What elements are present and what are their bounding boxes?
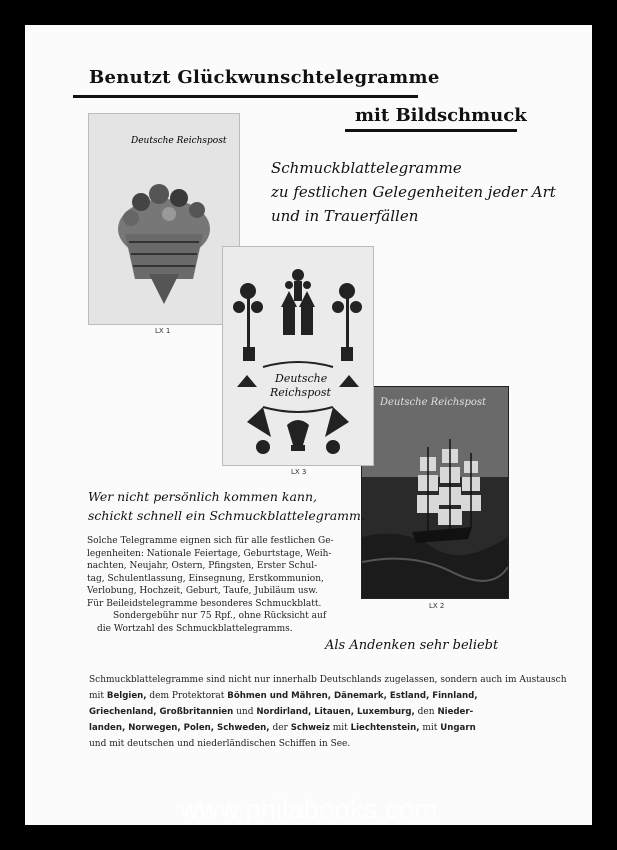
heading-rule-1 bbox=[73, 95, 418, 98]
slogan bbox=[88, 487, 365, 525]
country-schweiz: Schweiz bbox=[290, 723, 330, 733]
stamp-lx1-label: Deutsche Reichspost bbox=[131, 136, 227, 146]
souvenir-heading: Als Andenken sehr beliebt bbox=[325, 638, 499, 653]
country-belgien: Belgien, bbox=[106, 691, 147, 701]
heading-rule-2 bbox=[345, 129, 517, 132]
body-line: Für Beileidstelegramme besonderes Schmuckblatt. bbox=[87, 598, 322, 609]
countries-line-4: landen, Norwegen, Polen, Schweden, der Schweiz mit Liechtenstein, mit Ungarn bbox=[89, 723, 476, 733]
folk-art-illustration bbox=[223, 247, 373, 465]
fee-line-1: Sondergebühr nur 75 Rpf., ohne Rücksicht auf bbox=[113, 611, 327, 621]
subtitle-line-2: zu festlichen Gelegenheiten jeder Art bbox=[271, 183, 556, 201]
heading-line-2: mit Bildschmuck bbox=[355, 105, 527, 126]
stamp-lx2-caption: LX 2 bbox=[429, 602, 445, 610]
stamp-lx3-label-1: Deutsche bbox=[275, 372, 328, 385]
country-niederlanden-1: Nieder- bbox=[437, 707, 474, 717]
body-line: Verlobung, Hochzeit, Geburt, Taufe, Jubiläum usw. bbox=[87, 586, 318, 596]
document-page bbox=[25, 25, 592, 825]
countries-paragraph bbox=[89, 672, 567, 752]
country-liechtenstein: Liechtenstein, bbox=[350, 723, 420, 733]
subtitle bbox=[271, 156, 556, 228]
stamp-lx3-label-2: Reichspost bbox=[270, 386, 331, 399]
body-line: Solche Telegramme eignen sich für alle festlichen Ge- bbox=[87, 536, 334, 546]
subtitle-line-1: Schmuckblattelegramme bbox=[271, 159, 462, 177]
countries-line-2: mit Belgien, dem Protektorat Böhmen und Mähren, Dänemark, Estland, Finnland, bbox=[89, 691, 478, 701]
slogan-line-2: schickt schnell ein Schmuckblattelegramm. bbox=[88, 508, 365, 523]
body-line: legenheiten: Nationale Feiertage, Geburtstage, Weih- bbox=[87, 548, 332, 559]
subtitle-line-3: und in Trauerfällen bbox=[271, 207, 419, 225]
fee-line-2: die Wortzahl des Schmuckblattelegramms. bbox=[97, 623, 293, 634]
country-ungarn: Ungarn bbox=[440, 723, 476, 733]
country-nordirland: Nordirland, Litauen, Luxemburg, bbox=[256, 707, 415, 717]
watermark-text: www.philabooks.com bbox=[179, 794, 438, 824]
stamp-lx3-caption: LX 3 bbox=[291, 468, 307, 476]
slogan-line-1: Wer nicht persönlich kommen kann, bbox=[88, 489, 317, 504]
country-griechenland: Griechenland, Großbritannien bbox=[89, 707, 234, 717]
country-niederlanden-2: landen, Norwegen, Polen, Schweden, bbox=[89, 723, 270, 733]
flower-basket-illustration bbox=[89, 114, 239, 324]
stamp-lx1-image bbox=[88, 113, 240, 325]
country-boehmen: Böhmen und Mähren, Dänemark, Estland, Finnland, bbox=[227, 691, 478, 701]
stamp-lx3-image bbox=[222, 246, 374, 466]
sailing-ship-illustration bbox=[362, 387, 508, 598]
stamp-lx2-label: Deutsche Reichspost bbox=[380, 397, 487, 408]
occasions-paragraph bbox=[87, 535, 357, 635]
body-line: tag, Schulentlassung, Einsegnung, Erstkommunion, bbox=[87, 573, 324, 584]
heading-line-1: Benutzt Glückwunschtelegramme bbox=[89, 67, 440, 88]
body-line: nachten, Neujahr, Ostern, Pfingsten, Erster Schul- bbox=[87, 561, 318, 571]
countries-line-5: und mit deutschen und niederländischen Schiffen in See. bbox=[89, 739, 351, 749]
countries-line-3: Griechenland, Großbritannien und Nordirland, Litauen, Luxemburg, den Nieder- bbox=[89, 707, 474, 717]
stamp-lx1-caption: LX 1 bbox=[155, 327, 171, 335]
countries-line-1: Schmuckblattelegramme sind nicht nur innerhalb Deutschlands zugelassen, sondern auch im Austausch bbox=[89, 675, 567, 685]
stamp-lx2-image bbox=[361, 386, 509, 599]
